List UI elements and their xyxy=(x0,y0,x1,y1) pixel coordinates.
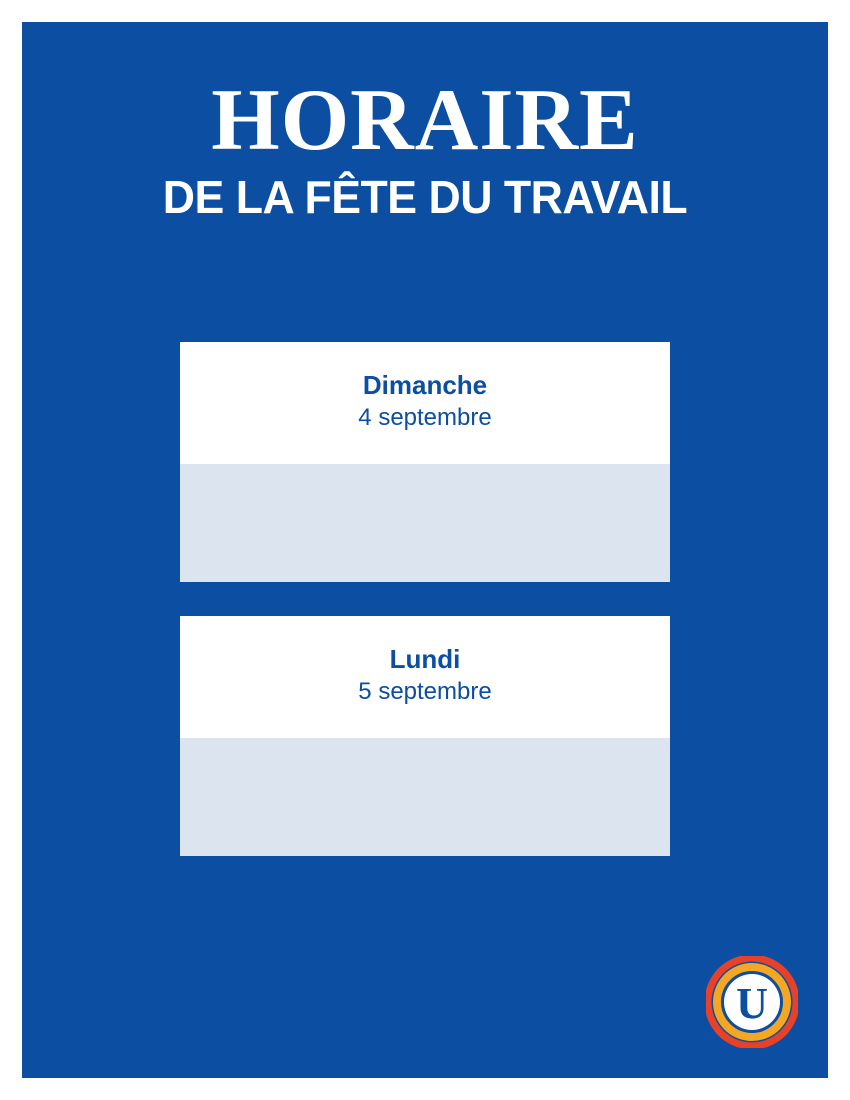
schedule-card-date: 4 septembre xyxy=(358,404,492,432)
page-subtitle: DE LA FÊTE DU TRAVAIL xyxy=(162,171,688,223)
schedule-card-day: Dimanche xyxy=(362,370,488,400)
title-block xyxy=(22,72,828,223)
schedule-card-day: Lundi xyxy=(389,644,461,674)
schedule-card xyxy=(180,342,670,582)
schedule-card-hours xyxy=(180,738,670,856)
schedule-card-hours xyxy=(180,464,670,582)
schedule-card-list xyxy=(180,342,670,890)
schedule-card xyxy=(180,616,670,856)
schedule-card-header xyxy=(180,342,670,464)
schedule-card-header xyxy=(180,616,670,738)
page-title: HORAIRE xyxy=(211,72,639,169)
schedule-card-date: 5 septembre xyxy=(358,678,492,706)
poster-canvas xyxy=(22,22,828,1078)
u-logo-icon xyxy=(706,956,798,1048)
svg-text:U: U xyxy=(736,979,768,1028)
